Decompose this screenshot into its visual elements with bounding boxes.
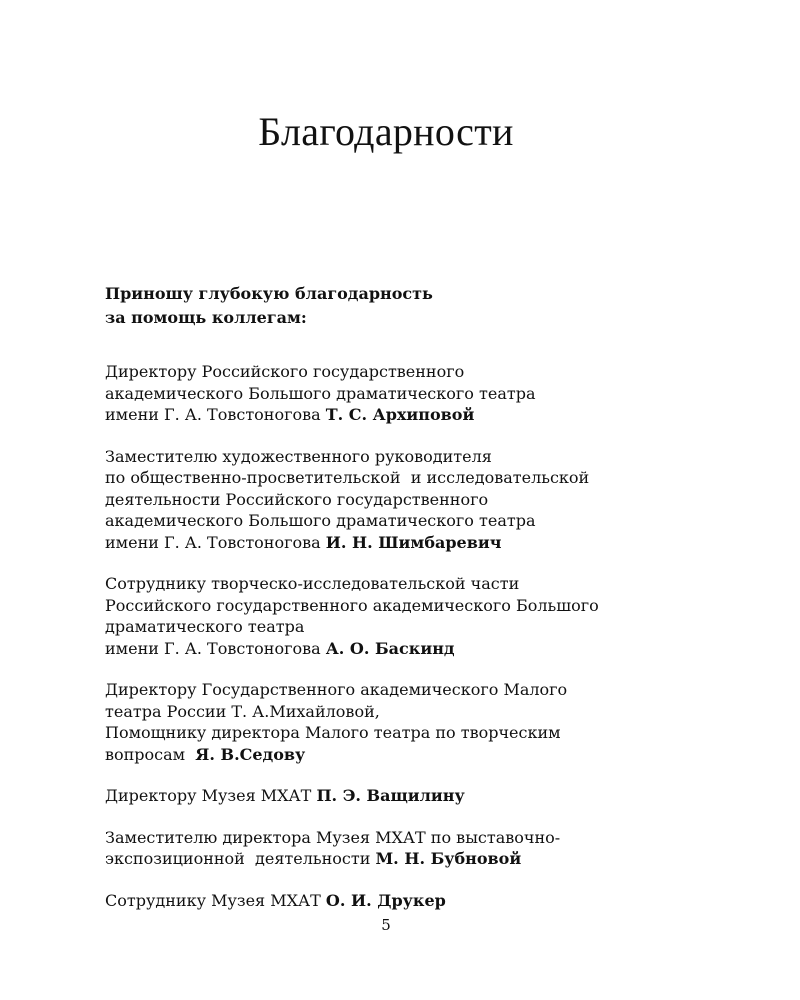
entry-text: Сотруднику Музея МХАТ bbox=[105, 890, 326, 910]
entry-text: имени Г. А. Товстоногова bbox=[105, 638, 326, 658]
acknowledgement-entry bbox=[105, 785, 705, 807]
intro-line-2: за помощь коллегам: bbox=[105, 308, 307, 327]
intro-paragraph bbox=[105, 282, 705, 330]
entry-line: Директору Государственного академического Малого bbox=[105, 680, 568, 699]
entry-text: Директору Музея МХАТ bbox=[105, 786, 317, 805]
entry-line: деятельности Российского государственного bbox=[105, 489, 489, 509]
person-name: И. Н. Шимбаревич bbox=[325, 532, 502, 552]
entry-text: имени Г. А. Товстоногова bbox=[105, 405, 326, 424]
entry-line bbox=[105, 404, 705, 426]
entry-line bbox=[105, 890, 705, 912]
page-title: Благодарности bbox=[258, 109, 514, 154]
entry-line: драматического театра bbox=[105, 617, 305, 636]
entry-line bbox=[105, 744, 705, 766]
person-name: Т. С. Архиповой bbox=[325, 405, 475, 424]
entry-line: Заместителю директора Музея МХАТ по выставочно- bbox=[105, 827, 561, 847]
entry-line: Помощнику директора Малого театра по творческим bbox=[105, 723, 561, 742]
entry-line bbox=[105, 785, 705, 807]
acknowledgement-entry bbox=[105, 573, 705, 659]
entry-text: экспозиционной деятельности bbox=[105, 849, 376, 868]
acknowledgement-entry bbox=[105, 446, 705, 554]
entry-line: театра России Т. А.Михайловой, bbox=[105, 701, 380, 721]
person-name: М. Н. Бубновой bbox=[375, 849, 522, 868]
person-name: А. О. Баскинд bbox=[325, 638, 455, 658]
entry-line: Директору Российского государственного bbox=[105, 362, 465, 381]
acknowledgement-list bbox=[105, 361, 705, 931]
entry-line: академического Большого драматического театра bbox=[105, 511, 536, 530]
acknowledgement-entry bbox=[105, 679, 705, 765]
entry-line bbox=[105, 532, 705, 554]
entry-text: имени Г. А. Товстоногова bbox=[105, 532, 326, 552]
person-name: О. И. Друкер bbox=[325, 890, 446, 910]
entry-line bbox=[105, 848, 705, 870]
entry-line: Заместителю художественного руководителя bbox=[105, 446, 492, 466]
acknowledgement-entry bbox=[105, 890, 705, 912]
intro-line-1: Приношу глубокую благодарность bbox=[105, 284, 433, 303]
acknowledgement-entry bbox=[105, 361, 705, 426]
entry-text: вопросам bbox=[105, 744, 196, 764]
entry-line bbox=[105, 638, 705, 660]
acknowledgement-entry bbox=[105, 827, 705, 870]
entry-line: по общественно-просветительской и исследовательской bbox=[105, 468, 590, 487]
person-name: Я. В.Седову bbox=[195, 744, 306, 764]
entry-line: академического Большого драматического театра bbox=[105, 383, 536, 403]
person-name: П. Э. Ващилину bbox=[316, 786, 465, 805]
page-number: 5 bbox=[381, 916, 391, 934]
entry-line: Российского государственного академического Большого bbox=[105, 595, 599, 615]
entry-line: Сотруднику творческо-исследовательской части bbox=[105, 574, 520, 593]
